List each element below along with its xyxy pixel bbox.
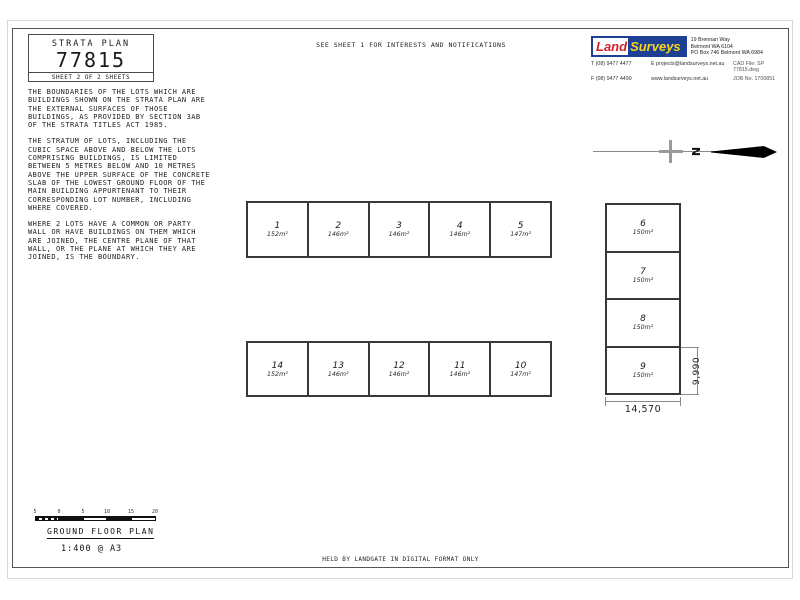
dimension-width-label: 14,570 (624, 404, 662, 415)
scale-tick-label: 20 (151, 509, 159, 515)
cad-file: CAD File: SP 77815.dwg (733, 61, 765, 73)
lot-9 (607, 348, 679, 394)
scale-segment (131, 517, 156, 521)
scale-segment (59, 517, 83, 521)
lot-area: 152m² (267, 231, 288, 238)
lot-area: 152m² (267, 370, 288, 378)
surveyor-address (691, 37, 763, 57)
ground-floor-plan-title: GROUND FLOOR PLAN (47, 527, 154, 539)
lot-area: 150m² (632, 324, 654, 332)
scale-tick-label: 5 (33, 509, 37, 515)
plan-sheet (12, 28, 789, 568)
address-line-1: 19 Brennan Way (690, 37, 730, 43)
plan-number: 77815 (55, 48, 127, 72)
dimension-line-horizontal (605, 401, 681, 402)
fax-number: F (08) 9477 4499 (591, 76, 632, 82)
lot-13 (309, 343, 370, 395)
website: www.landsurveys.net.au (651, 76, 709, 82)
sheet-count-label: SHEET 2 OF 2 SHEETS (51, 74, 131, 81)
lot-number: 3 (396, 221, 402, 231)
lot-2 (309, 203, 370, 256)
scale-segment (107, 517, 131, 521)
address-line-2: Belmont WA 6104 (690, 43, 733, 50)
job-number: JOB No. 1700851 (733, 76, 776, 82)
lot-area: 150m² (632, 229, 654, 237)
lot-row-bottom (246, 341, 552, 397)
landsurveys-logo (591, 36, 687, 57)
lot-number: 14 (271, 360, 284, 371)
scale-segment (35, 517, 59, 521)
scale-tick-label: 10 (103, 509, 111, 515)
lot-number: 13 (332, 360, 344, 371)
lot-number: 5 (517, 221, 524, 231)
lot-number: 4 (456, 221, 463, 231)
scale-tick-label: 15 (127, 509, 135, 515)
lot-7 (607, 253, 679, 301)
plan-type-label: STRATA PLAN (51, 39, 131, 49)
lot-area: 147m² (510, 370, 531, 378)
note-party-wall: WHERE 2 LOTS HAVE A COMMON OR PARTY WALL OR HAVE BUILDINGS ON THEM WHICH ARE JOINED, THE CENTRE PLANE OF THAT WALL, OR THE PLANE AT WHICH THEY ARE JOINED, IS THE BOUNDARY. (28, 220, 196, 262)
title-block (28, 34, 154, 82)
scale-tick-label: 0 (57, 509, 61, 515)
lot-area: 150m² (632, 371, 654, 379)
email-address: E projects@landsurveys.net.au (651, 61, 725, 67)
lot-area: 150m² (632, 276, 654, 284)
boundary-notes (28, 88, 214, 270)
lot-row-top (246, 201, 552, 258)
scale-bar (35, 509, 175, 527)
lot-number: 8 (640, 314, 646, 325)
lot-area: 146m² (327, 231, 349, 238)
lot-number: 10 (514, 360, 527, 371)
lot-12 (370, 343, 431, 395)
note-boundaries: THE BOUNDARIES OF THE LOTS WHICH ARE BUILDINGS SHOWN ON THE STRATA PLAN ARE THE EXTERNAL SURFACES OF THOSE BUILDINGS, AS PROVIDED BY SECTION 3AB OF THE STRATA TITLES ACT 1985. (28, 88, 206, 130)
lot-4 (430, 203, 491, 256)
lot-1 (248, 203, 309, 256)
landgate-digital-note: HELD BY LANDGATE IN DIGITAL FORMAT ONLY (322, 556, 479, 563)
address-line-3: PO Box 746 Belmont WA 6984 (690, 50, 763, 57)
lot-5 (491, 203, 550, 256)
lot-10 (491, 343, 550, 395)
lot-area: 146m² (449, 231, 471, 238)
dimension-height-label: 9,990 (692, 356, 702, 386)
north-arrowhead-icon (711, 146, 777, 158)
lot-6 (607, 205, 679, 253)
surveyor-block (591, 36, 787, 82)
scale-segment (83, 517, 107, 521)
north-arrow (593, 141, 789, 163)
lot-column-right (605, 203, 681, 395)
surveyor-contacts (591, 61, 787, 82)
interests-notice: SEE SHEET 1 FOR INTERESTS AND NOTIFICATIONS (316, 41, 506, 49)
lot-number: 2 (335, 221, 342, 231)
lot-8 (607, 300, 679, 348)
logo-surveys-text: Surveys (628, 38, 685, 55)
lot-number: 6 (640, 219, 646, 230)
scale-ratio-label: 1:400 @ A3 (61, 544, 123, 554)
lot-11 (430, 343, 491, 395)
lot-number: 11 (454, 360, 466, 371)
scale-tick-label: 5 (81, 509, 85, 515)
lot-number: 7 (640, 266, 646, 277)
lot-number: 1 (274, 221, 281, 231)
registration-cross-icon (669, 140, 672, 163)
north-letter: N (689, 146, 703, 157)
lot-14 (248, 343, 309, 395)
lot-area: 147m² (510, 231, 531, 238)
lot-area: 146m² (327, 370, 349, 378)
lot-3 (370, 203, 431, 256)
lot-number: 9 (640, 361, 646, 372)
lot-area: 146m² (449, 370, 471, 378)
lot-area: 146m² (388, 370, 410, 378)
lot-number: 12 (393, 360, 405, 371)
logo-land-text: Land (593, 38, 628, 55)
title-block-divider (29, 72, 153, 73)
lot-area: 146m² (388, 231, 410, 238)
note-stratum: THE STRATUM OF LOTS, INCLUDING THE CUBIC SPACE ABOVE AND BELOW THE LOTS COMPRISING BUILDINGS, IS LIMITED BETWEEN 5 METRES BELOW AND 10 METRES ABOVE THE UPPER SURFACE OF THE CONCRETE SLAB OF THE LOWEST GROUND FLOOR OF THE MAIN BUILDING APPURTENANT TO THEIR CORRESPONDING LOT NUMBER, INCLUDING WHERE COVERED. (28, 137, 210, 212)
phone-number: T (08) 9477 4477 (591, 61, 632, 67)
